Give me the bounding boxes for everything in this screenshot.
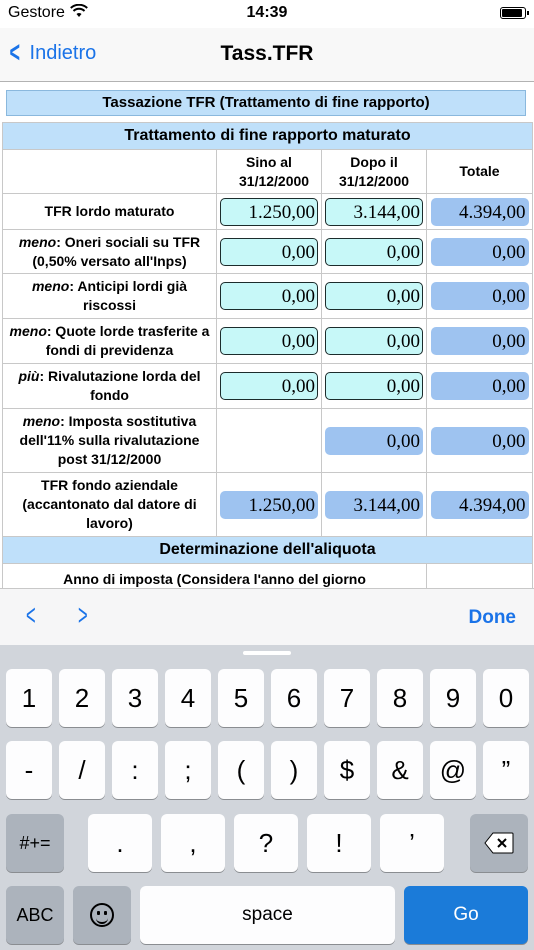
column-header-totale: Totale: [427, 150, 533, 194]
row-label-rivalutazione: più: Rivalutazione lorda del fondo: [3, 364, 217, 409]
keyboard-handle: [243, 651, 291, 655]
key-3[interactable]: 3: [112, 669, 158, 727]
key-dollar[interactable]: $: [324, 741, 370, 799]
field-oneri-totale: 0,00: [431, 238, 529, 266]
key-apostrophe[interactable]: ’: [380, 814, 444, 872]
abc-key[interactable]: ABC: [6, 886, 64, 944]
back-label: Indietro: [29, 41, 97, 64]
field-imposta-totale: 0,00: [431, 427, 529, 455]
numeric-keyboard: [0, 645, 534, 950]
field-rivalutazione-totale: 0,00: [431, 372, 529, 400]
key-colon[interactable]: :: [112, 741, 158, 799]
key-slash[interactable]: /: [59, 741, 105, 799]
main-title: Tassazione TFR (Trattamento di fine rapporto): [6, 90, 526, 116]
field-fondo-sino: 1.250,00: [220, 491, 318, 519]
key-0[interactable]: 0: [483, 669, 529, 727]
chevron-left-icon: <: [9, 36, 21, 69]
go-key[interactable]: Go: [404, 886, 528, 944]
row-label-tfr-lordo: TFR lordo maturato: [3, 194, 217, 230]
chevron-right-icon[interactable]: >: [77, 599, 88, 632]
key-minus[interactable]: -: [6, 741, 52, 799]
column-header-sino: Sino al 31/12/2000: [217, 150, 322, 194]
key-7[interactable]: 7: [324, 669, 370, 727]
key-open-paren[interactable]: (: [218, 741, 264, 799]
backspace-icon: [484, 832, 514, 854]
field-anticipi-dopo[interactable]: 0,00: [325, 282, 423, 310]
field-imposta-dopo: 0,00: [325, 427, 423, 455]
space-key[interactable]: space: [140, 886, 395, 944]
key-4[interactable]: 4: [165, 669, 211, 727]
key-2[interactable]: 2: [59, 669, 105, 727]
key-9[interactable]: 9: [430, 669, 476, 727]
done-button[interactable]: Done: [468, 607, 516, 628]
key-exclamation[interactable]: !: [307, 814, 371, 872]
field-rivalutazione-sino[interactable]: 0,00: [220, 372, 318, 400]
field-quote-sino[interactable]: 0,00: [220, 327, 318, 355]
field-quote-totale: 0,00: [431, 327, 529, 355]
navigation-bar: [0, 28, 534, 82]
field-quote-dopo[interactable]: 0,00: [325, 327, 423, 355]
row-label-tfr-fondo: TFR fondo aziendale (accantonato dal datore di lavoro): [3, 473, 217, 537]
key-close-paren[interactable]: ): [271, 741, 317, 799]
emoji-icon: [90, 903, 114, 927]
key-quote[interactable]: ”: [483, 741, 529, 799]
key-6[interactable]: 6: [271, 669, 317, 727]
emoji-key[interactable]: [73, 886, 131, 944]
battery-icon: [500, 7, 526, 19]
field-oneri-dopo[interactable]: 0,00: [325, 238, 423, 266]
chevron-left-icon[interactable]: <: [25, 599, 36, 632]
delete-key[interactable]: [470, 814, 528, 872]
column-header-dopo: Dopo il 31/12/2000: [322, 150, 427, 194]
field-rivalutazione-dopo[interactable]: 0,00: [325, 372, 423, 400]
tfr-table: [2, 122, 533, 588]
row-label-anno-imposta: Anno di imposta (Considera l'anno del giorno: [3, 564, 427, 589]
section-header-aliquota: Determinazione dell'aliquota: [3, 537, 533, 564]
status-bar: [0, 0, 534, 28]
carrier-label: Gestore: [8, 4, 65, 21]
field-tfr-lordo-sino[interactable]: 1.250,00: [220, 198, 318, 226]
field-oneri-sino[interactable]: 0,00: [220, 238, 318, 266]
key-period[interactable]: .: [88, 814, 152, 872]
field-fondo-dopo: 3.144,00: [325, 491, 423, 519]
empty-cell: [217, 409, 322, 473]
header-empty: [3, 150, 217, 194]
field-fondo-totale: 4.394,00: [431, 491, 529, 519]
key-semicolon[interactable]: ;: [165, 741, 211, 799]
keyboard-accessory-bar: [0, 588, 534, 645]
key-8[interactable]: 8: [377, 669, 423, 727]
page-title: Tass.TFR: [220, 42, 314, 65]
form-content[interactable]: [0, 82, 534, 588]
symbols-mode-key[interactable]: #+=: [6, 814, 64, 872]
section-header-tfr: Trattamento di fine rapporto maturato: [3, 123, 533, 150]
key-5[interactable]: 5: [218, 669, 264, 727]
key-comma[interactable]: ,: [161, 814, 225, 872]
key-1[interactable]: 1: [6, 669, 52, 727]
row-label-anticipi: meno: Anticipi lordi già riscossi: [3, 274, 217, 319]
row-label-quote-lorde: meno: Quote lorde trasferite a fondi di previdenza: [3, 319, 217, 364]
row-label-oneri-sociali: meno: Oneri sociali su TFR (0,50% versato all'Inps): [3, 230, 217, 274]
field-tfr-lordo-totale: 4.394,00: [431, 198, 529, 226]
field-anticipi-totale: 0,00: [431, 282, 529, 310]
key-question[interactable]: ?: [234, 814, 298, 872]
field-anticipi-sino[interactable]: 0,00: [220, 282, 318, 310]
key-ampersand[interactable]: &: [377, 741, 423, 799]
empty-cell: [427, 564, 533, 589]
row-label-imposta-sostitutiva: meno: Imposta sostitutiva dell'11% sulla rivalutazione post 31/12/2000: [3, 409, 217, 473]
key-at[interactable]: @: [430, 741, 476, 799]
clock: 14:39: [246, 4, 288, 21]
field-tfr-lordo-dopo[interactable]: 3.144,00: [325, 198, 423, 226]
